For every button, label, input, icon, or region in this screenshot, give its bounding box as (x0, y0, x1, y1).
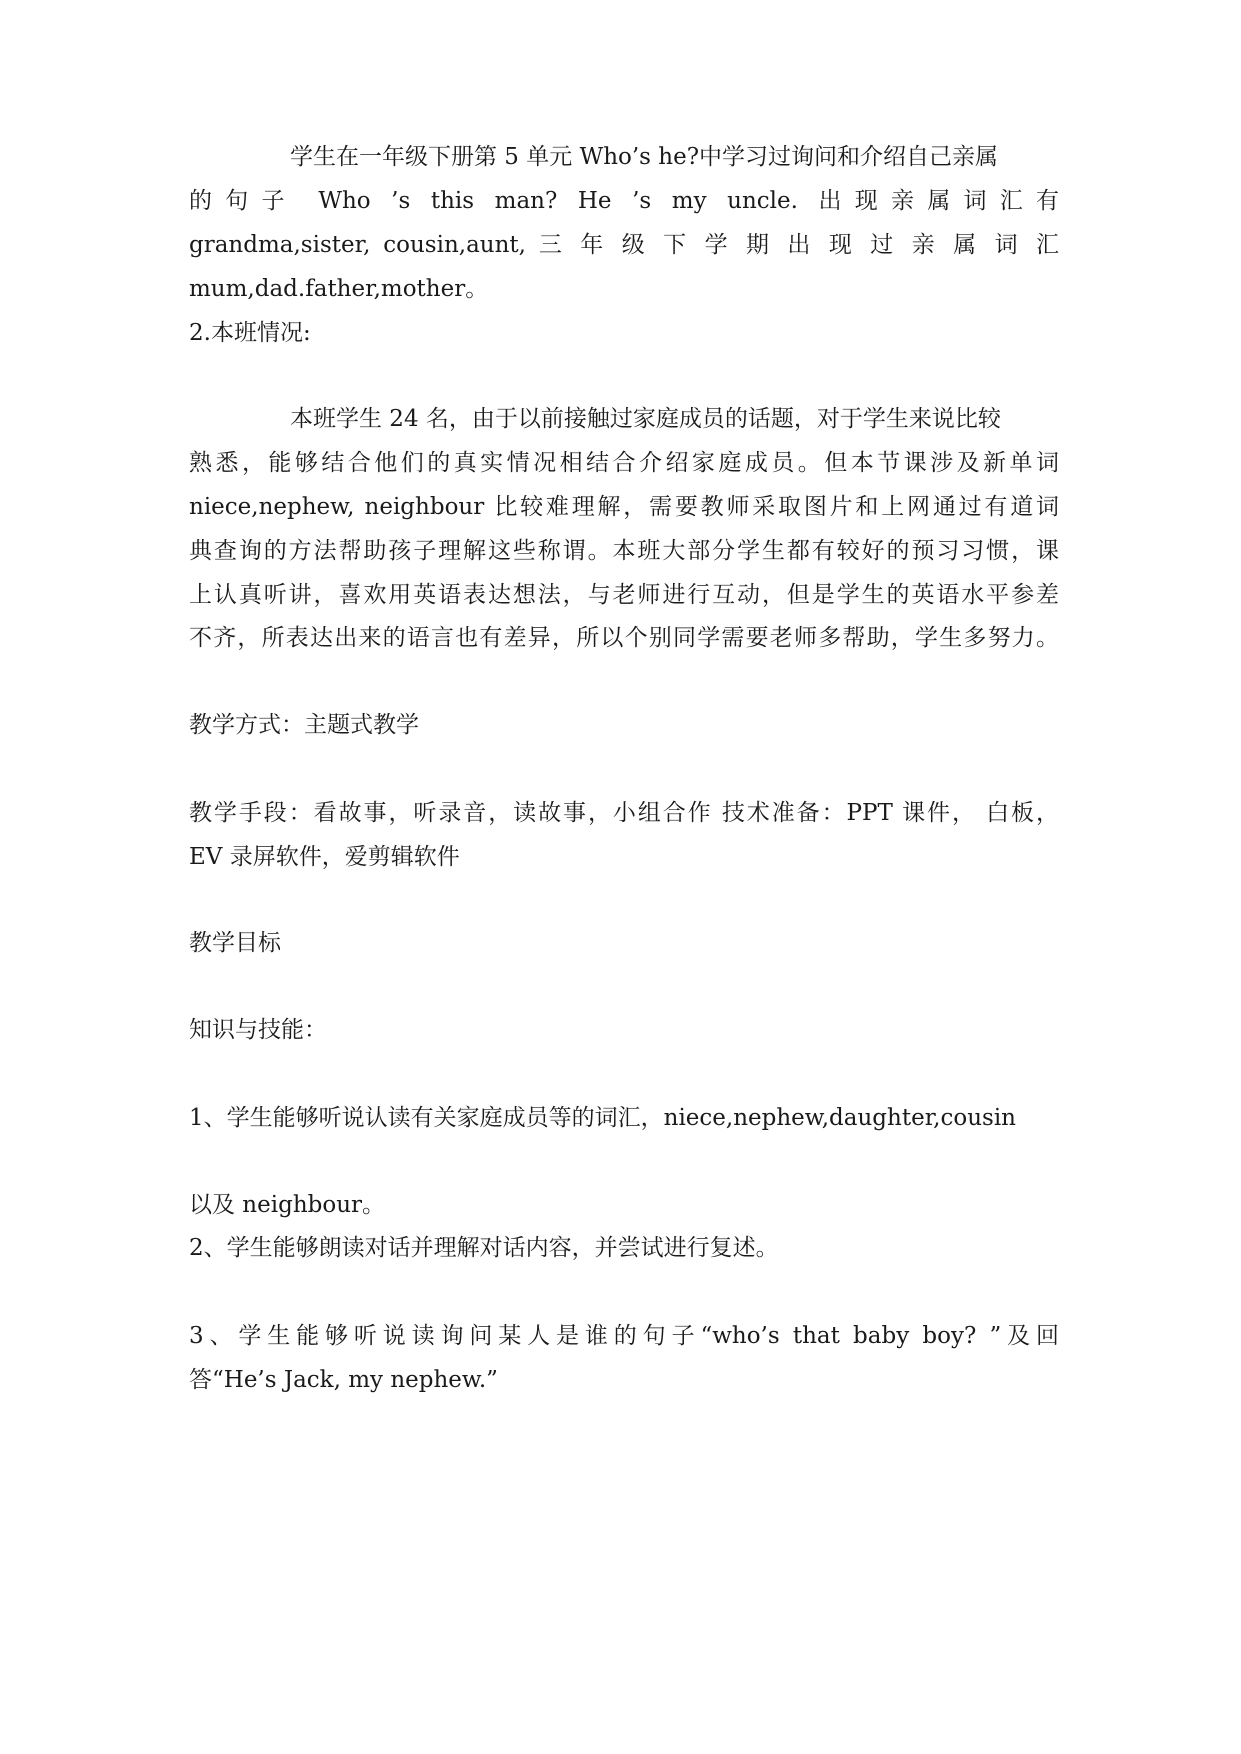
paragraph-line: 上认真听讲，喜欢用英语表达想法，与老师进行互动，但是学生的英语水平参差 (189, 582, 1059, 608)
teaching-method: 教学方式：主题式教学 (189, 712, 419, 738)
paragraph-line: 熟悉，能够结合他们的真实情况相结合介绍家庭成员。但本节课涉及新单词 (189, 450, 1059, 476)
section-heading: 2.本班情况: (189, 320, 311, 346)
objective-item: 3、学生能够听说读询问某人是谁的句子“who’s that baby boy? ”及回 (189, 1323, 1059, 1349)
paragraph-line: 不齐，所表达出来的语言也有差异，所以个别同学需要老师多帮助，学生多努力。 (189, 625, 1059, 651)
objective-item: 1、学生能够听说认读有关家庭成员等的词汇，niece,nephew,daughter,cousin (189, 1105, 1016, 1131)
section-heading: 教学目标 (189, 930, 281, 956)
teaching-means: 教学手段：看故事，听录音，读故事，小组合作 技术准备：PPT 课件， 白板， (189, 800, 1059, 826)
section-heading: 知识与技能： (189, 1017, 327, 1043)
teaching-means-continued: EV 录屏软件，爱剪辑软件 (189, 844, 460, 870)
objective-item: 2、学生能够朗读对话并理解对话内容，并尝试进行复述。 (189, 1235, 779, 1261)
paragraph-line: 本班学生 24 名，由于以前接触过家庭成员的话题，对于学生来说比较 (290, 406, 1001, 432)
paragraph-line: niece,nephew, neighbour 比较难理解，需要教师采取图片和上网通过有道词 (189, 494, 1059, 520)
paragraph-line: mum,dad.father,mother。 (189, 276, 489, 302)
paragraph-line: 的句子 Who ’s this man? He ’s my uncle. 出现亲属词汇有 (189, 188, 1059, 214)
paragraph-line: grandma,sister, cousin,aunt, 三 年 级 下 学 期 出 现 过 亲 属 词 汇 (189, 232, 1059, 258)
paragraph-line: 学生在一年级下册第 5 单元 Who’s he?中学习过询问和介绍自己亲属 (290, 144, 999, 170)
paragraph-line: 典查询的方法帮助孩子理解这些称谓。本班大部分学生都有较好的预习习惯，课 (189, 538, 1059, 564)
objective-item-continued: 以及 neighbour。 (189, 1192, 386, 1218)
objective-item-continued: 答“He’s Jack, my nephew.” (189, 1367, 498, 1393)
